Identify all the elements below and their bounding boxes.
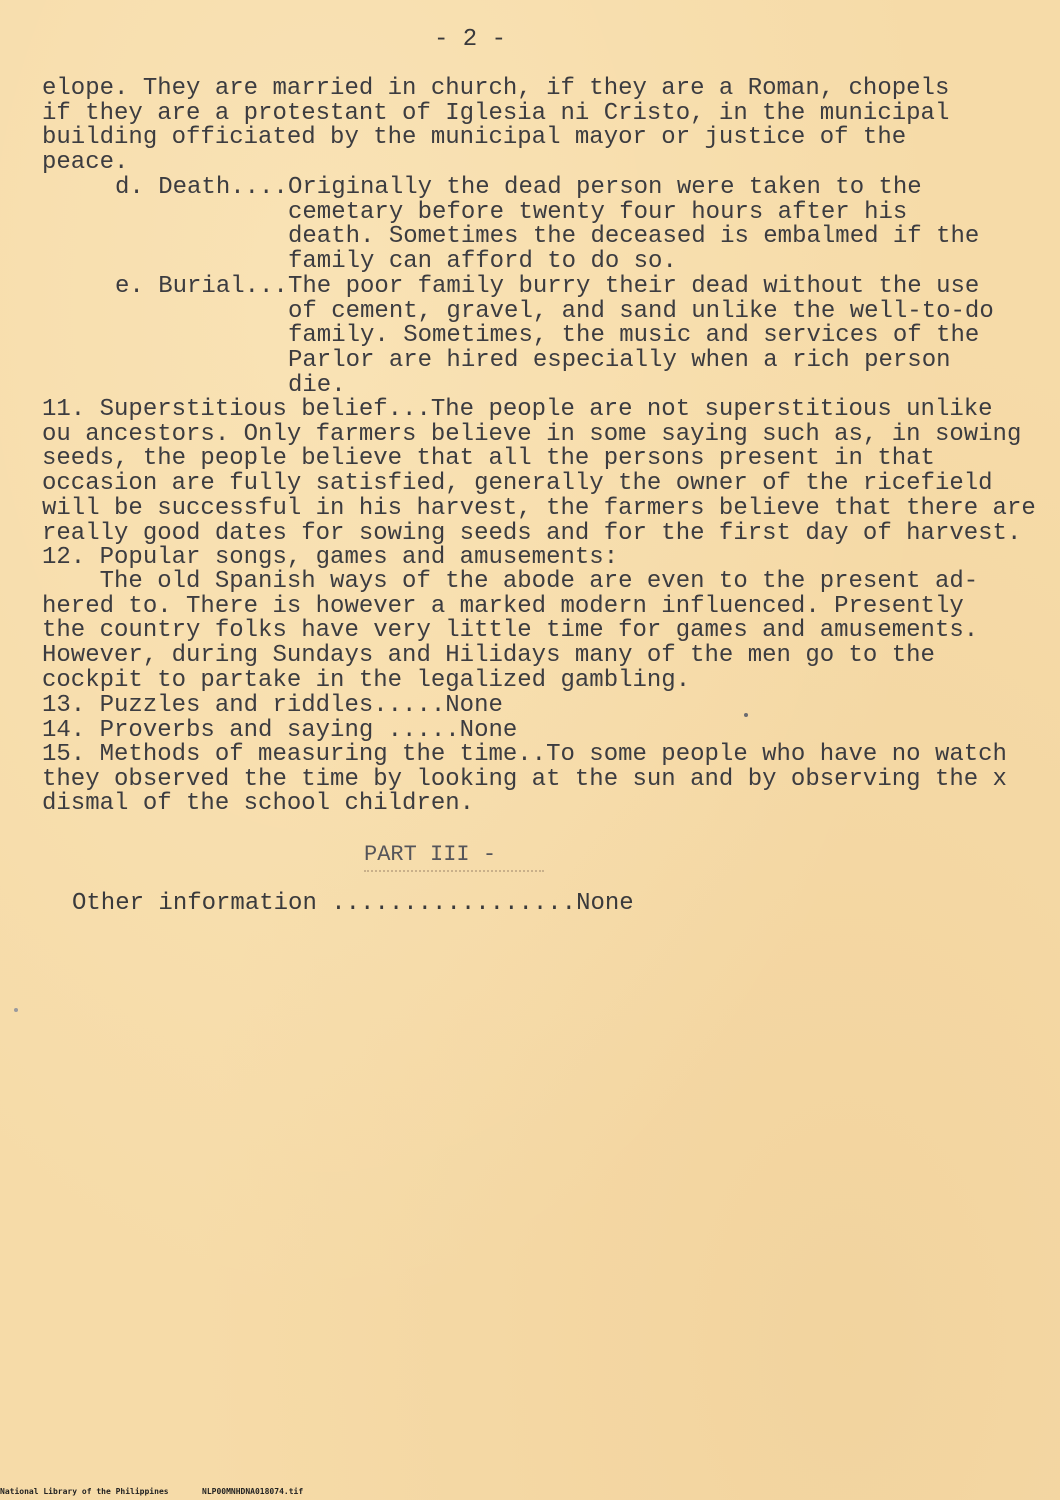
footer-filename: NLP00MNHDNA018074.tif	[202, 1487, 304, 1496]
burial-label: e. Burial...	[115, 273, 288, 300]
part-heading-underline	[364, 870, 544, 872]
page-number: - 2 -	[434, 26, 507, 53]
other-information-line: Other information .................None	[72, 890, 634, 917]
puzzles-riddles-line: 13. Puzzles and riddles.....None	[42, 692, 503, 719]
popular-songs-heading: 12. Popular songs, games and amusements:	[42, 544, 619, 571]
ink-speck	[14, 1008, 18, 1012]
part-three-heading: PART III -	[364, 842, 497, 867]
proverbs-saying-line: 14. Proverbs and saying .....None	[42, 717, 518, 744]
intro-paragraph: elope. They are married in church, if they are a Roman, chopels if they are a protestant of Iglesia ni Cristo, in the municipal building officiated by the municipal mayor or justice of the peace.	[42, 75, 950, 177]
footer-institution: National Library of the Philippines	[0, 1487, 169, 1496]
burial-text: The poor family burry their dead without the use of cement, gravel, and sand unlike the well-to-do family. Sometimes, the music and services of the Parlor are hired especially when a rich person die.	[288, 273, 994, 399]
death-text: Originally the dead person were taken to the cemetary before twenty four hours after his death. Sometimes the deceased is embalmed if the family can afford to do so.	[288, 174, 980, 276]
measuring-time-section: 15. Methods of measuring the time..To some people who have no watch they observed the time by looking at the sun and by observing the x dismal of the school children.	[42, 741, 1007, 818]
ink-speck	[744, 713, 748, 717]
death-label: d. Death....	[115, 174, 288, 201]
superstitious-belief-section: 11. Superstitious belief...The people are not superstitious unlike ou ancestors. Only farmers believe in some saying such as, in sowing seeds, the people believe that all the persons present in that occasion are fully satisfied, generally the owner of the ricefield will be successful in his harvest, the farmers believe that there are really good dates for sowing seeds and for the first day of harvest.	[42, 396, 1036, 547]
popular-songs-body: The old Spanish ways of the abode are even to the present ad- hered to. There is however a marked modern influenced. Presently the country folks have very little time for games and amusements. However, during Sundays and Hilidays many of the men go to the cockpit to partake in the legalized gambling.	[42, 568, 979, 694]
